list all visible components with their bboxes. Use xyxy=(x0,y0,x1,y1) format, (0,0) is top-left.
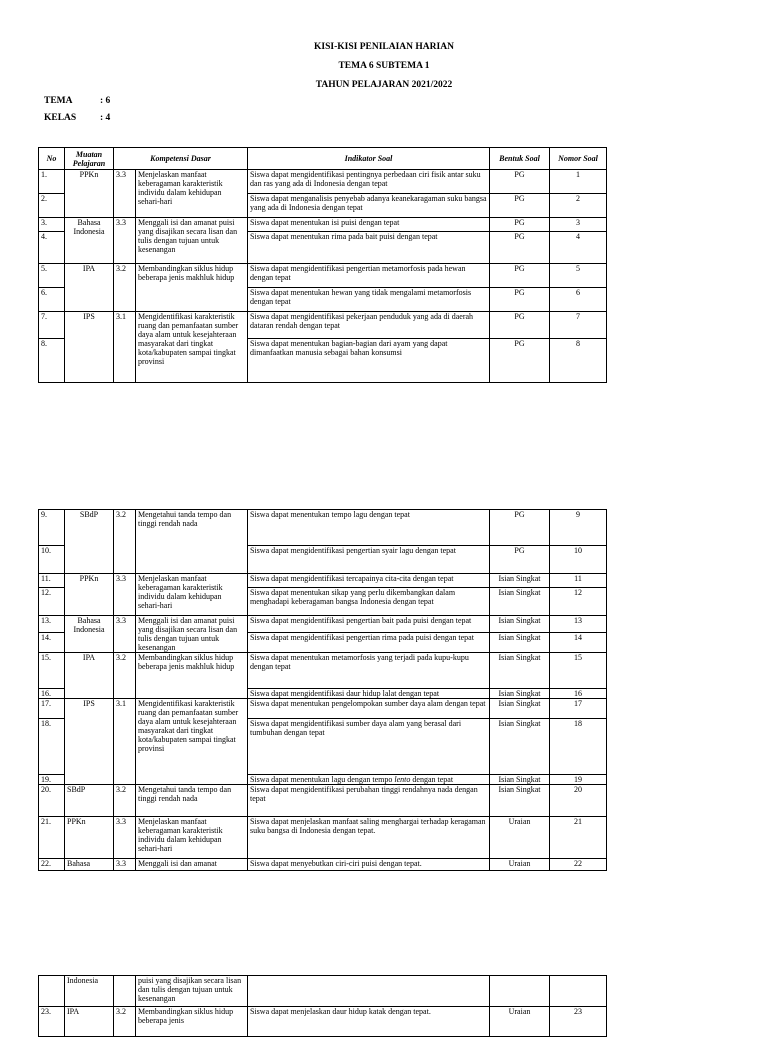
question-number: 15 xyxy=(550,653,607,689)
indicator-cell xyxy=(248,976,490,1007)
indicator-cell: Siswa dapat menentukan isi puisi dengan tepat xyxy=(248,218,490,232)
question-type: Isian Singkat xyxy=(490,633,550,653)
row-number: 10. xyxy=(39,546,65,574)
question-number: 20 xyxy=(550,785,607,817)
question-type: PG xyxy=(490,194,550,218)
kd-text: Menjelaskan manfaat keberagaman karakteristik individu dalam kehidupan sehari-hari xyxy=(136,170,248,218)
school-year: TAHUN PELAJARAN 2021/2022 xyxy=(315,80,453,90)
kd-text: Membandingkan siklus hidup beberapa jenis makhluk hidup xyxy=(136,264,248,312)
row-number: 19. xyxy=(39,775,65,785)
kd-text: Mengidentifikasi karakteristik ruang dan pemanfaatan sumber daya alam untuk kesejahteraan masyarakat dari tingkat kota/kabupaten sampai tingkat provinsi xyxy=(136,312,248,383)
table-row xyxy=(39,976,607,1007)
table-row xyxy=(39,859,607,871)
col-no: No xyxy=(39,148,65,170)
kd-number: 3.1 xyxy=(114,312,136,383)
kd-text: Menggali isi dan amanat xyxy=(136,859,248,871)
kd-number: 3.2 xyxy=(114,653,136,699)
row-number: 18. xyxy=(39,719,65,775)
table-row xyxy=(39,312,607,339)
indicator-cell xyxy=(248,775,490,785)
kisi-table-1 xyxy=(38,147,607,383)
indicator-cell: Siswa dapat mengidentifikasi pengertian bait pada puisi dengan tepat xyxy=(248,616,490,633)
row-number: 13. xyxy=(39,616,65,633)
table-row xyxy=(39,817,607,859)
question-type: Isian Singkat xyxy=(490,719,550,775)
row-number: 2. xyxy=(39,194,65,218)
question-type: PG xyxy=(490,510,550,546)
question-number: 13 xyxy=(550,616,607,633)
tema-row xyxy=(44,96,110,106)
indicator-cell: Siswa dapat menentukan rima pada bait puisi dengan tepat xyxy=(248,232,490,264)
indicator-text-tail: dengan tepat xyxy=(412,775,454,784)
kd-number: 3.3 xyxy=(114,574,136,616)
question-type: Isian Singkat xyxy=(490,653,550,689)
table-row xyxy=(39,218,607,232)
row-number: 1. xyxy=(39,170,65,194)
question-type: PG xyxy=(490,339,550,383)
question-type: Isian Singkat xyxy=(490,775,550,785)
subject-cell: SBdP xyxy=(65,785,114,817)
document-title: KISI-KISI PENILAIAN HARIAN xyxy=(314,42,454,52)
indicator-cell: Siswa dapat menentukan hewan yang tidak mengalami metamorfosis dengan tepat xyxy=(248,288,490,312)
question-type xyxy=(490,976,550,1007)
question-type: PG xyxy=(490,170,550,194)
question-number: 7 xyxy=(550,312,607,339)
indicator-cell: Siswa dapat menjelaskan manfaat saling menghargai terhadap keragaman suku bangsa di Indonesia dengan tepat. xyxy=(248,817,490,859)
question-number: 21 xyxy=(550,817,607,859)
question-number: 9 xyxy=(550,510,607,546)
row-number: 15. xyxy=(39,653,65,689)
subject-cell: IPS xyxy=(65,312,114,383)
table-row xyxy=(39,264,607,288)
indicator-cell: Siswa dapat mengidentifikasi pentingnya perbedaan ciri fisik antar suku dan ras yang ada di Indonesia dengan tepat xyxy=(248,170,490,194)
question-number: 2 xyxy=(550,194,607,218)
row-number: 21. xyxy=(39,817,65,859)
kd-number: 3.1 xyxy=(114,699,136,785)
subject-cell: Indonesia xyxy=(65,976,114,1007)
question-number: 12 xyxy=(550,588,607,616)
row-number: 6. xyxy=(39,288,65,312)
indicator-cell: Siswa dapat mengidentifikasi tercapainya cita-cita dengan tepat xyxy=(248,574,490,588)
question-type: Uraian xyxy=(490,1007,550,1037)
row-number: 7. xyxy=(39,312,65,339)
row-number: 14. xyxy=(39,633,65,653)
question-type: PG xyxy=(490,312,550,339)
question-type: Isian Singkat xyxy=(490,588,550,616)
subject-cell: PPKn xyxy=(65,817,114,859)
kd-number: 3.3 xyxy=(114,616,136,653)
question-number: 18 xyxy=(550,719,607,775)
question-type: Uraian xyxy=(490,817,550,859)
kd-number: 3.2 xyxy=(114,510,136,574)
question-type: PG xyxy=(490,232,550,264)
row-number: 4. xyxy=(39,232,65,264)
row-number: 3. xyxy=(39,218,65,232)
indicator-cell: Siswa dapat menganalisis penyebab adanya keanekaragaman suku bangsa yang ada di Indonesia dengan tepat xyxy=(248,194,490,218)
table-row xyxy=(39,170,607,194)
kd-text: Menggali isi dan amanat puisi yang disajikan secara lisan dan tulis dengan tujuan untuk kesenangan xyxy=(136,616,248,653)
subject-cell: Bahasa Indonesia xyxy=(65,218,114,264)
table-row xyxy=(39,574,607,588)
question-number: 6 xyxy=(550,288,607,312)
indicator-text: Siswa dapat menentukan lagu dengan tempo xyxy=(250,775,393,784)
table-row xyxy=(39,1007,607,1037)
row-number: 16. xyxy=(39,689,65,699)
row-number: 11. xyxy=(39,574,65,588)
indicator-cell: Siswa dapat mengidentifikasi sumber daya alam yang berasal dari tumbuhan dengan tepat xyxy=(248,719,490,775)
subject-cell: PPKn xyxy=(65,574,114,616)
row-number: 23. xyxy=(39,1007,65,1037)
kd-number: 3.3 xyxy=(114,218,136,264)
question-type: Uraian xyxy=(490,859,550,871)
table-row xyxy=(39,785,607,817)
kelas-row xyxy=(44,113,110,123)
row-number xyxy=(39,976,65,1007)
question-type: PG xyxy=(490,264,550,288)
question-type: Isian Singkat xyxy=(490,785,550,817)
question-number: 8 xyxy=(550,339,607,383)
col-kompetensi: Kompetensi Dasar xyxy=(114,148,248,170)
col-indikator: Indikator Soal xyxy=(248,148,490,170)
kd-text: Menjelaskan manfaat keberagaman karakteristik individu dalam kehidupan sehari-hari xyxy=(136,817,248,859)
indicator-cell: Siswa dapat mengidentifikasi perubahan tinggi rendahnya nada dengan tepat xyxy=(248,785,490,817)
document-subtitle: TEMA 6 SUBTEMA 1 xyxy=(338,61,430,71)
indicator-cell: Siswa dapat menentukan sikap yang perlu dikembangkan dalam menghadapi keberagaman bangsa Indonesia dengan tepat xyxy=(248,588,490,616)
table-row xyxy=(39,510,607,546)
question-number: 1 xyxy=(550,170,607,194)
indicator-cell: Siswa dapat menentukan bagian-bagian dari ayam yang dapat dimanfaatkan manusia sebagai bahan konsumsi xyxy=(248,339,490,383)
row-number: 9. xyxy=(39,510,65,546)
row-number: 12. xyxy=(39,588,65,616)
question-type: PG xyxy=(490,288,550,312)
kisi-table-3 xyxy=(38,975,607,1037)
indicator-cell: Siswa dapat mengidentifikasi daur hidup lalat dengan tepat xyxy=(248,689,490,699)
indicator-cell: Siswa dapat menentukan metamorfosis yang terjadi pada kupu-kupu dengan tepat xyxy=(248,653,490,689)
question-number: 17 xyxy=(550,699,607,719)
subject-cell: IPA xyxy=(65,653,114,699)
question-number: 19 xyxy=(550,775,607,785)
question-type: Isian Singkat xyxy=(490,616,550,633)
kd-text: Mengidentifikasi karakteristik ruang dan pemanfaatan sumber daya alam untuk kesejahteraan masyarakat dari tingkat kota/kabupaten sampai tingkat provinsi xyxy=(136,699,248,785)
subject-cell: IPA xyxy=(65,1007,114,1037)
tema-label: TEMA xyxy=(44,96,73,106)
col-bentuk: Bentuk Soal xyxy=(490,148,550,170)
question-number: 11 xyxy=(550,574,607,588)
question-type: PG xyxy=(490,546,550,574)
subject-cell: IPA xyxy=(65,264,114,312)
indicator-cell: Siswa dapat menjelaskan daur hidup katak dengan tepat. xyxy=(248,1007,490,1037)
question-number: 14 xyxy=(550,633,607,653)
indicator-cell: Siswa dapat menentukan pengelompokan sumber daya alam dengan tepat xyxy=(248,699,490,719)
indicator-cell: Siswa dapat mengidentifikasi pengertian metamorfosis pada hewan dengan tepat xyxy=(248,264,490,288)
subject-cell: IPS xyxy=(65,699,114,785)
kd-text: Menggali isi dan amanat puisi yang disajikan secara lisan dan tulis dengan tujuan untuk kesenangan xyxy=(136,218,248,264)
kd-text: Mengetahui tanda tempo dan tinggi rendah nada xyxy=(136,510,248,574)
question-number: 23 xyxy=(550,1007,607,1037)
row-number: 22. xyxy=(39,859,65,871)
kd-number xyxy=(114,976,136,1007)
question-type: Isian Singkat xyxy=(490,699,550,719)
kd-number: 3.2 xyxy=(114,264,136,312)
col-muatan: Muatan Pelajaran xyxy=(65,148,114,170)
subject-cell: Bahasa xyxy=(65,859,114,871)
kisi-table-2 xyxy=(38,509,607,871)
kd-number: 3.3 xyxy=(114,170,136,218)
row-number: 17. xyxy=(39,699,65,719)
subject-cell: SBdP xyxy=(65,510,114,574)
kd-number: 3.3 xyxy=(114,859,136,871)
subject-cell: Bahasa Indonesia xyxy=(65,616,114,653)
indicator-cell: Siswa dapat mengidentifikasi pengertian rima pada puisi dengan tepat xyxy=(248,633,490,653)
question-type: Isian Singkat xyxy=(490,689,550,699)
question-number: 5 xyxy=(550,264,607,288)
kd-text: puisi yang disajikan secara lisan dan tulis dengan tujuan untuk kesenangan xyxy=(136,976,248,1007)
question-number: 4 xyxy=(550,232,607,264)
table-row xyxy=(39,699,607,719)
question-number: 22 xyxy=(550,859,607,871)
indicator-cell: Siswa dapat menyebutkan ciri-ciri puisi dengan tepat. xyxy=(248,859,490,871)
indicator-cell: Siswa dapat mengidentifikasi pengertian syair lagu dengan tepat xyxy=(248,546,490,574)
kd-number: 3.3 xyxy=(114,817,136,859)
tema-value: : 6 xyxy=(100,96,111,106)
kd-text: Mengetahui tanda tempo dan tinggi rendah nada xyxy=(136,785,248,817)
kd-text: Membandingkan siklus hidup beberapa jenis makhluk hidup xyxy=(136,653,248,699)
kd-number: 3.2 xyxy=(114,1007,136,1037)
table-row xyxy=(39,653,607,689)
kd-text: Membandingkan siklus hidup beberapa jenis xyxy=(136,1007,248,1037)
kelas-value: : 4 xyxy=(100,113,111,123)
kd-text: Menjelaskan manfaat keberagaman karakteristik individu dalam kehidupan sehari-hari xyxy=(136,574,248,616)
subject-cell: PPKn xyxy=(65,170,114,218)
row-number: 8. xyxy=(39,339,65,383)
indicator-cell: Siswa dapat menentukan tempo lagu dengan tepat xyxy=(248,510,490,546)
question-number xyxy=(550,976,607,1007)
question-type: PG xyxy=(490,218,550,232)
row-number: 20. xyxy=(39,785,65,817)
kd-number: 3.2 xyxy=(114,785,136,817)
question-number: 16 xyxy=(550,689,607,699)
question-type: Isian Singkat xyxy=(490,574,550,588)
col-nomor: Nomor Soal xyxy=(550,148,607,170)
kelas-label: KELAS xyxy=(44,113,77,123)
table-row xyxy=(39,616,607,633)
question-number: 10 xyxy=(550,546,607,574)
table-header-row xyxy=(39,148,607,170)
tempo-term: lento xyxy=(394,775,411,784)
question-number: 3 xyxy=(550,218,607,232)
row-number: 5. xyxy=(39,264,65,288)
indicator-cell: Siswa dapat mengidentifikasi pekerjaan penduduk yang ada di daerah dataran rendah dengan tepat xyxy=(248,312,490,339)
